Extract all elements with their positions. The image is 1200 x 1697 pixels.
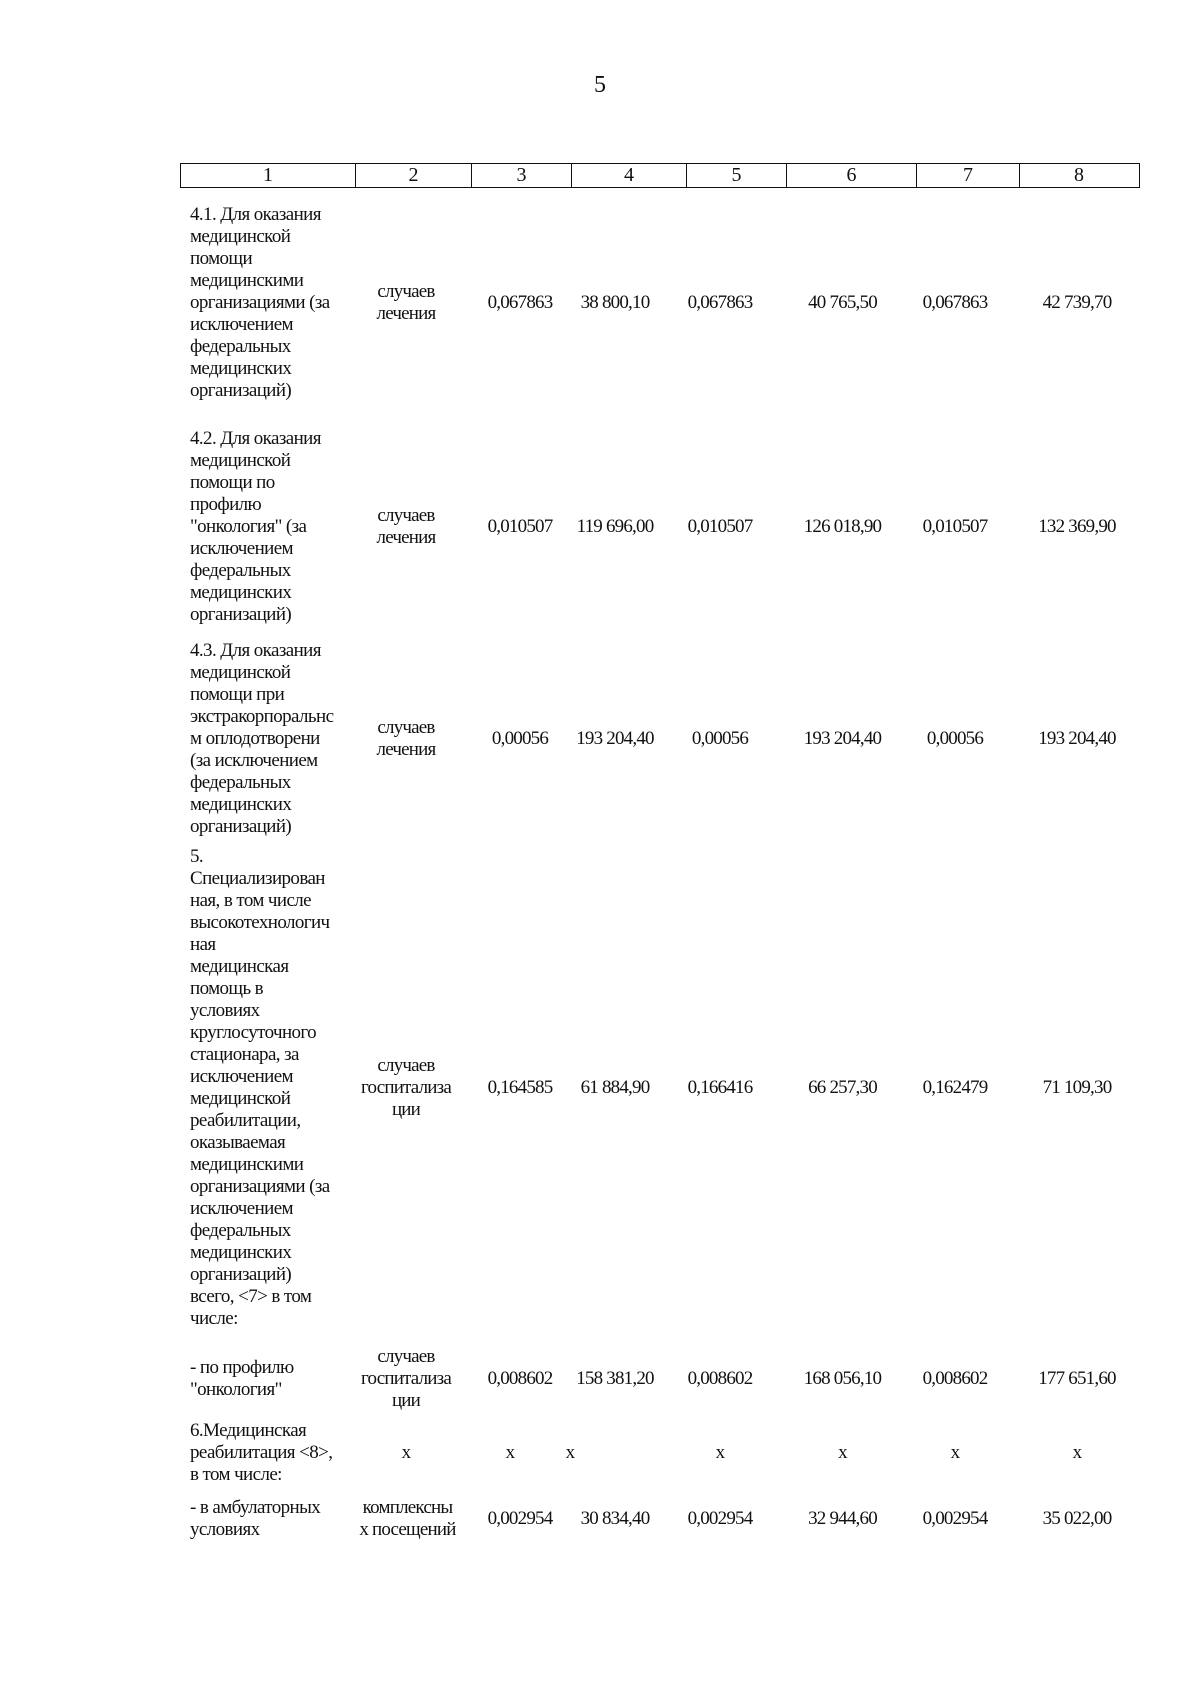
row-name: 4.2. Для оказания медицинской помощи по профилю "онкология" (за исключением федеральных медицинских организаций) bbox=[190, 428, 321, 625]
cell-col-4: 119 696,00 bbox=[576, 516, 654, 537]
cell-col-8: 132 369,90 bbox=[1038, 516, 1116, 537]
cell-col-5: 0,010507 bbox=[687, 516, 753, 537]
cell-col-5: 0,166416 bbox=[687, 1077, 753, 1098]
row-unit: случаев лечения bbox=[376, 717, 436, 760]
cell-col-5: 0,067863 bbox=[687, 292, 753, 313]
header-col-6: 6 bbox=[787, 164, 917, 187]
cell-col-7: 0,010507 bbox=[922, 516, 988, 537]
row-unit: случаев лечения bbox=[376, 281, 436, 324]
table-row bbox=[0, 1420, 1200, 1486]
header-col-8: 8 bbox=[1074, 164, 1084, 186]
row-unit: комплексны х посещений bbox=[359, 1497, 456, 1540]
cell-col-4: 30 834,40 bbox=[580, 1508, 650, 1529]
cell-col-6: 40 765,50 bbox=[808, 292, 877, 313]
header-col-5: 5 bbox=[687, 164, 787, 187]
page-number: 5 bbox=[594, 72, 606, 98]
row-unit: случаев госпитализа ции bbox=[361, 1346, 451, 1411]
cell-col-7: 0,162479 bbox=[922, 1077, 988, 1098]
cell-col-3: х bbox=[505, 1442, 515, 1463]
table-row bbox=[0, 640, 1200, 838]
cell-col-7: 0,067863 bbox=[922, 292, 988, 313]
table-row bbox=[0, 204, 1200, 402]
cell-col-8: х bbox=[1072, 1442, 1082, 1463]
cell-col-5: 0,00056 bbox=[691, 728, 749, 749]
cell-col-4: х bbox=[565, 1442, 575, 1463]
cell-col-6: х bbox=[838, 1442, 847, 1463]
cell-col-3: 0,067863 bbox=[487, 292, 553, 313]
cell-col-6: 193 204,40 bbox=[803, 728, 882, 749]
header-col-4: 4 bbox=[572, 164, 687, 187]
header-col-1: 1 bbox=[181, 164, 356, 187]
cell-col-3: 0,164585 bbox=[487, 1077, 553, 1098]
cell-col-5: 0,002954 bbox=[687, 1508, 753, 1529]
cell-col-8: 193 204,40 bbox=[1038, 728, 1116, 749]
cell-col-5: 0,008602 bbox=[687, 1368, 753, 1389]
row-name: - в амбулаторных условиях bbox=[190, 1497, 321, 1540]
cell-col-4: 158 381,20 bbox=[576, 1368, 654, 1389]
row-name: 6.Медицинская реабилитация <8>, в том числе: bbox=[190, 1420, 333, 1485]
table-row bbox=[0, 1346, 1200, 1412]
cell-col-4: 61 884,90 bbox=[580, 1077, 650, 1098]
cell-col-3: 0,00056 bbox=[491, 728, 549, 749]
cell-col-8: 35 022,00 bbox=[1042, 1508, 1112, 1529]
cell-col-4: 38 800,10 bbox=[580, 292, 650, 313]
cell-col-8: 42 739,70 bbox=[1042, 292, 1112, 313]
cell-col-6: 66 257,30 bbox=[808, 1077, 877, 1098]
row-name: 4.3. Для оказания медицинской помощи при экстракорпоральнс м оплодотворени (за исключением федеральных медицинских организаций) bbox=[190, 640, 334, 837]
cell-col-3: 0,008602 bbox=[487, 1368, 553, 1389]
row-name: - по профилю "онкология" bbox=[190, 1357, 294, 1400]
cell-col-4: 193 204,40 bbox=[576, 728, 654, 749]
cell-col-3: 0,002954 bbox=[487, 1508, 553, 1529]
table-header bbox=[180, 163, 1140, 188]
cell-col-7: 0,002954 bbox=[922, 1508, 988, 1529]
header-col-2: 2 bbox=[356, 164, 472, 187]
table-row bbox=[0, 846, 1200, 1330]
cell-col-6: 126 018,90 bbox=[803, 516, 882, 537]
cell-col-7: 0,00056 bbox=[926, 728, 984, 749]
cell-col-7: 0,008602 bbox=[922, 1368, 988, 1389]
row-name: 5. Специализирован ная, в том числе высокотехнологич ная медицинская помощь в условиях круглосуточного стационара, за исключением медицинской реабилитации, оказываемая медицинскими организациями (за исключением федеральных медицинских организаций) всего, <7> в том числе: bbox=[190, 846, 330, 1329]
row-unit: случаев лечения bbox=[376, 505, 436, 548]
header-col-3: 3 bbox=[472, 164, 572, 187]
row-unit: х bbox=[401, 1442, 411, 1463]
cell-col-8: 71 109,30 bbox=[1042, 1077, 1112, 1098]
cell-col-5: х bbox=[715, 1442, 725, 1463]
table-row bbox=[0, 428, 1200, 626]
cell-col-6: 168 056,10 bbox=[803, 1368, 882, 1389]
cell-col-3: 0,010507 bbox=[487, 516, 553, 537]
cell-col-8: 177 651,60 bbox=[1038, 1368, 1116, 1389]
cell-col-6: 32 944,60 bbox=[808, 1508, 877, 1529]
row-unit: случаев госпитализа ции bbox=[361, 1055, 451, 1120]
table-row bbox=[0, 1497, 1200, 1541]
row-name: 4.1. Для оказания медицинской помощи медицинскими организациями (за исключением федеральных медицинских организаций) bbox=[190, 204, 330, 401]
header-col-7: 7 bbox=[917, 164, 1020, 187]
cell-col-7: х bbox=[950, 1442, 960, 1463]
